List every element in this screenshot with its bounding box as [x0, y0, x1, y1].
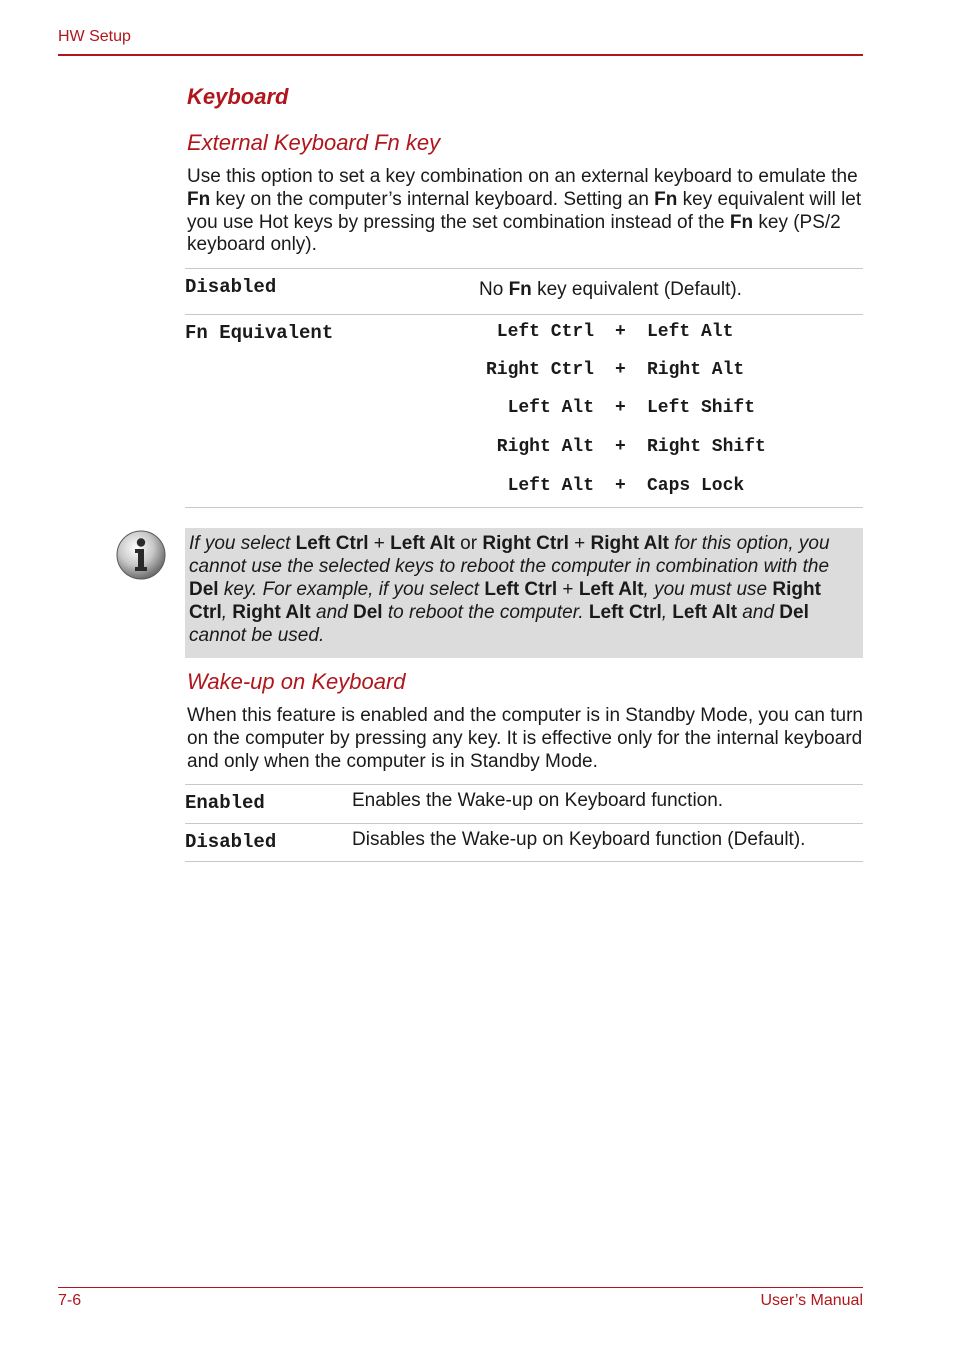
table-rule [185, 507, 863, 508]
combo-key-b: Left Shift [647, 398, 756, 418]
note-text: If you select Left Ctrl + Left Alt or Right Ctrl + Right Alt for this option, you cannot use the selected keys to reboot the computer in combination with the Del key. For example, if you select Left Ctrl + Left Alt, you must use Right Ctrl, Right Alt and Del to reboot the computer. Left Ctrl, Left Alt and Del cannot be used. [189, 533, 830, 646]
combo-key-a: Left Alt [507, 476, 594, 496]
key-combination [440, 398, 820, 422]
option-enabled-desc: Enables the Wake-up on Keyboard function. [352, 790, 724, 811]
external-fn-paragraph: Use this option to set a key combination on an external keyboard to emulate the Fn key on the computer’s internal keyboard. Setting an Fn key equivalent will let you use Hot keys by pressing the set combination instead of the Fn key (PS/2 keyboard only). [187, 166, 862, 256]
plus-sign: + [615, 398, 626, 418]
header-rule [58, 54, 863, 56]
key-combination [440, 437, 820, 461]
combo-key-a: Left Alt [507, 398, 594, 418]
footer-title: User’s Manual [760, 1292, 863, 1309]
info-icon [116, 530, 166, 580]
option-disabled-desc: No Fn key equivalent (Default). [479, 279, 742, 300]
wakeup-paragraph: When this feature is enabled and the computer is in Standby Mode, you can turn on the computer by pressing any key. It is effective only for the internal keyboard and only when the computer is in Standby Mode. [187, 705, 863, 772]
combo-key-a: Left Ctrl [496, 322, 594, 342]
running-header: HW Setup [58, 28, 131, 45]
plus-sign: + [615, 322, 626, 342]
subsection-title-wakeup: Wake-up on Keyboard [187, 669, 406, 694]
option-enabled-label: Enabled [185, 792, 265, 814]
option-disabled-label: Disabled [185, 276, 277, 298]
option-fn-equivalent-label: Fn Equivalent [185, 322, 334, 344]
key-combination [440, 476, 820, 500]
option-disabled-wakeup-desc: Disables the Wake-up on Keyboard function (Default). [352, 829, 806, 850]
plus-sign: + [615, 437, 626, 457]
table-rule [185, 861, 863, 862]
key-combination [440, 322, 820, 346]
section-title: Keyboard [187, 84, 289, 109]
page-number: 7-6 [58, 1292, 82, 1309]
table-rule [185, 784, 863, 785]
combo-key-a: Right Alt [496, 437, 594, 457]
table-rule [185, 268, 863, 269]
combo-key-b: Right Alt [647, 360, 745, 380]
table-rule [185, 314, 863, 315]
plus-sign: + [615, 360, 626, 380]
subsection-title-external-fn: External Keyboard Fn key [187, 130, 441, 155]
combo-key-b: Right Shift [647, 437, 766, 457]
combo-key-a: Right Ctrl [485, 360, 594, 380]
combo-key-b: Left Alt [647, 322, 734, 342]
footer-rule [58, 1287, 863, 1288]
option-disabled-wakeup-label: Disabled [185, 831, 277, 853]
plus-sign: + [615, 476, 626, 496]
combo-key-b: Caps Lock [647, 476, 745, 496]
key-combination [440, 360, 820, 384]
table-rule [185, 823, 863, 824]
note-box [185, 528, 863, 658]
